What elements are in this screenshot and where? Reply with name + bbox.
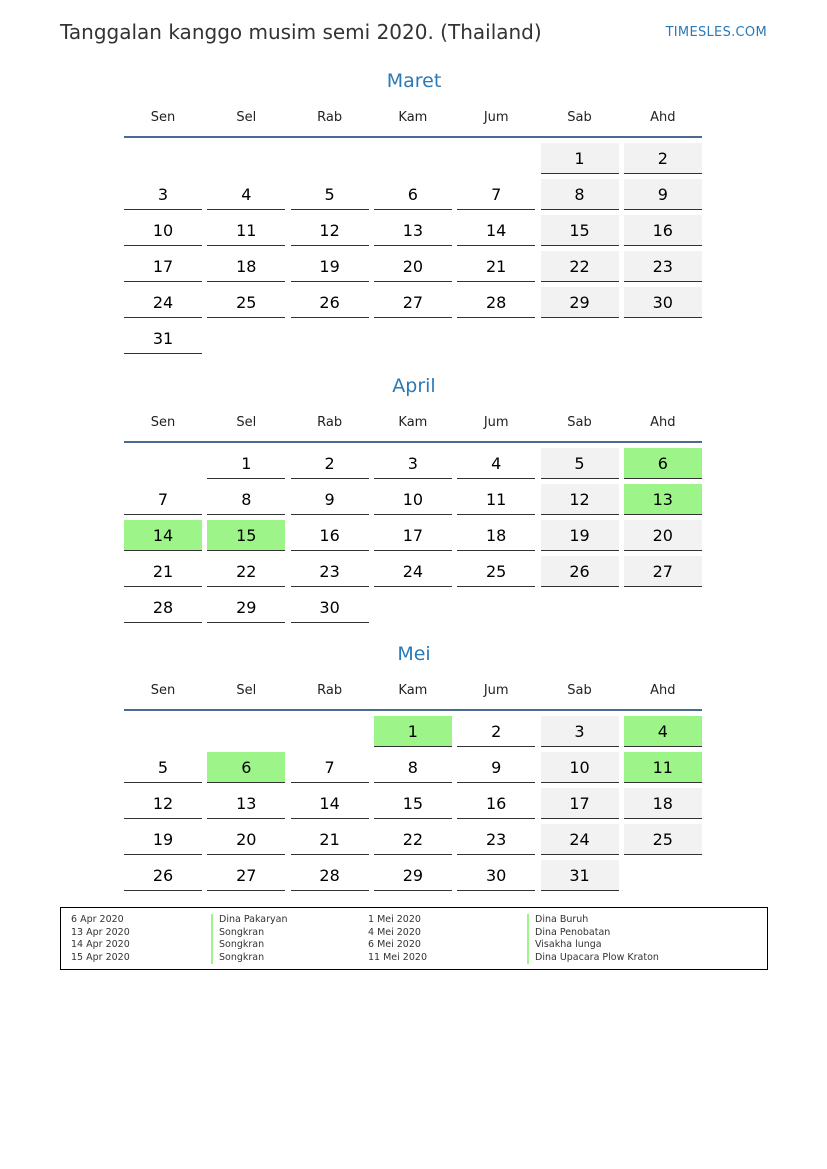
weekday-header xyxy=(124,110,704,130)
day-cell[interactable]: 3 xyxy=(124,179,202,210)
legend-date: 11 Mei 2020 xyxy=(368,951,427,963)
weekday-header xyxy=(124,683,704,703)
legend-holiday-name: Songkran xyxy=(211,952,287,965)
header-rule xyxy=(124,136,702,138)
day-cell[interactable]: 23 xyxy=(457,824,535,855)
day-cell[interactable]: 15 xyxy=(541,215,619,246)
day-cell[interactable]: 9 xyxy=(457,752,535,783)
legend-date: 1 Mei 2020 xyxy=(368,914,421,925)
weekday-label: Jum xyxy=(483,415,509,430)
day-cell[interactable]: 28 xyxy=(124,592,202,623)
weekday-label: Sel xyxy=(236,683,257,698)
day-cell[interactable]: 22 xyxy=(374,824,452,855)
day-cell[interactable]: 14 xyxy=(291,788,369,819)
weekday-label: Kam xyxy=(398,415,428,430)
weekday-label: Sel xyxy=(236,110,257,125)
weekday-label: Ahd xyxy=(650,415,676,430)
day-cell[interactable]: 9 xyxy=(291,484,369,515)
day-cell[interactable]: 17 xyxy=(374,520,452,551)
day-cell[interactable]: 18 xyxy=(207,251,285,282)
day-cell[interactable]: 14 xyxy=(457,215,535,246)
weekday-label: Rab xyxy=(317,683,343,698)
legend-holiday-name: Dina Upacara Plow Kraton xyxy=(527,952,659,965)
day-cell[interactable]: 27 xyxy=(374,287,452,318)
page-title: Tanggalan kanggo musim semi 2020. (Thailand) xyxy=(60,20,542,44)
header-rule xyxy=(124,441,702,443)
day-cell[interactable]: 2 xyxy=(624,143,702,174)
legend-holiday-name: Visakha lunga xyxy=(527,939,659,952)
weekday-label: Ahd xyxy=(650,683,676,698)
legend-holiday-name: Dina Buruh xyxy=(527,914,659,927)
header-rule xyxy=(124,709,702,711)
month-title: Maret xyxy=(386,70,442,92)
day-cell[interactable]: 10 xyxy=(374,484,452,515)
day-cell[interactable]: 16 xyxy=(624,215,702,246)
day-cell[interactable]: 21 xyxy=(124,556,202,587)
day-cell[interactable]: 25 xyxy=(457,556,535,587)
weekday-label: Jum xyxy=(483,683,509,698)
day-cell[interactable]: 25 xyxy=(207,287,285,318)
legend-right-names xyxy=(527,914,659,964)
day-cell[interactable]: 19 xyxy=(541,520,619,551)
day-cell[interactable]: 3 xyxy=(374,448,452,479)
day-cell[interactable]: 29 xyxy=(541,287,619,318)
day-cell[interactable]: 30 xyxy=(457,860,535,891)
day-cell[interactable]: 16 xyxy=(457,788,535,819)
day-cell[interactable]: 1 xyxy=(207,448,285,479)
day-cell[interactable]: 19 xyxy=(291,251,369,282)
day-cell[interactable]: 28 xyxy=(291,860,369,891)
day-cell[interactable]: 24 xyxy=(541,824,619,855)
weekday-label: Sab xyxy=(567,110,592,125)
legend-holiday-name: Songkran xyxy=(211,927,287,940)
legend-holiday-name: Dina Pakaryan xyxy=(211,914,287,927)
day-cell[interactable]: 4 xyxy=(207,179,285,210)
day-cell[interactable]: 11 xyxy=(207,215,285,246)
day-cell[interactable]: 18 xyxy=(457,520,535,551)
day-cell[interactable]: 24 xyxy=(374,556,452,587)
day-cell[interactable]: 19 xyxy=(124,824,202,855)
day-cell[interactable]: 29 xyxy=(207,592,285,623)
day-cell[interactable]: 21 xyxy=(457,251,535,282)
day-cell[interactable]: 15 xyxy=(374,788,452,819)
legend-date: 15 Apr 2020 xyxy=(71,951,130,963)
brand-logo[interactable]: TIMESLES.COM xyxy=(665,25,767,40)
holiday-day-cell[interactable]: 13 xyxy=(624,484,702,515)
day-cell[interactable]: 31 xyxy=(124,323,202,354)
day-cell[interactable]: 22 xyxy=(207,556,285,587)
weekday-label: Kam xyxy=(398,683,428,698)
day-cell[interactable]: 11 xyxy=(457,484,535,515)
legend-left-names xyxy=(211,914,287,964)
day-cell[interactable]: 31 xyxy=(541,860,619,891)
day-cell[interactable]: 30 xyxy=(291,592,369,623)
month-title: April xyxy=(392,375,436,397)
day-cell[interactable]: 26 xyxy=(291,287,369,318)
day-cell[interactable]: 10 xyxy=(541,752,619,783)
day-cell[interactable]: 8 xyxy=(541,179,619,210)
day-cell[interactable]: 17 xyxy=(124,251,202,282)
day-cell[interactable]: 13 xyxy=(374,215,452,246)
weekday-label: Sel xyxy=(236,415,257,430)
day-cell[interactable]: 30 xyxy=(624,287,702,318)
day-cell[interactable]: 26 xyxy=(541,556,619,587)
legend-holiday-name: Dina Penobatan xyxy=(527,927,659,940)
weekday-label: Sen xyxy=(150,110,176,125)
day-cell[interactable]: 8 xyxy=(207,484,285,515)
holiday-day-cell[interactable]: 14 xyxy=(124,520,202,551)
legend-date: 6 Mei 2020 xyxy=(368,939,421,950)
weekday-label: Rab xyxy=(317,415,343,430)
legend-date: 13 Apr 2020 xyxy=(71,926,130,938)
day-cell[interactable]: 5 xyxy=(124,752,202,783)
day-cell[interactable]: 9 xyxy=(624,179,702,210)
day-cell[interactable]: 20 xyxy=(624,520,702,551)
holiday-day-cell[interactable]: 1 xyxy=(374,716,452,747)
day-cell[interactable]: 27 xyxy=(207,860,285,891)
weekday-label: Sab xyxy=(567,683,592,698)
day-cell[interactable]: 25 xyxy=(624,824,702,855)
holiday-day-cell[interactable]: 4 xyxy=(624,716,702,747)
day-cell[interactable]: 16 xyxy=(291,520,369,551)
day-cell[interactable]: 5 xyxy=(291,179,369,210)
holiday-day-cell[interactable]: 11 xyxy=(624,752,702,783)
day-cell[interactable]: 12 xyxy=(541,484,619,515)
day-cell[interactable]: 7 xyxy=(124,484,202,515)
legend-right-dates xyxy=(368,914,427,964)
holiday-day-cell[interactable]: 6 xyxy=(624,448,702,479)
day-cell[interactable]: 27 xyxy=(624,556,702,587)
legend-left-dates xyxy=(71,914,130,964)
day-cell[interactable]: 29 xyxy=(374,860,452,891)
legend-date: 6 Apr 2020 xyxy=(71,914,124,925)
day-cell[interactable]: 12 xyxy=(291,215,369,246)
day-cell[interactable]: 17 xyxy=(541,788,619,819)
day-cell[interactable]: 20 xyxy=(207,824,285,855)
weekday-label: Sab xyxy=(567,415,592,430)
weekday-label: Jum xyxy=(483,110,509,125)
day-cell[interactable]: 8 xyxy=(374,752,452,783)
day-cell[interactable]: 18 xyxy=(624,788,702,819)
day-cell[interactable]: 3 xyxy=(541,716,619,747)
day-cell[interactable]: 2 xyxy=(291,448,369,479)
day-cell[interactable]: 23 xyxy=(291,556,369,587)
weekday-label: Rab xyxy=(317,110,343,125)
day-cell[interactable]: 6 xyxy=(374,179,452,210)
weekday-label: Ahd xyxy=(650,110,676,125)
weekday-label: Kam xyxy=(398,110,428,125)
weekday-header xyxy=(124,415,704,435)
day-cell[interactable]: 21 xyxy=(291,824,369,855)
day-cell[interactable]: 2 xyxy=(457,716,535,747)
day-cell[interactable]: 24 xyxy=(124,287,202,318)
weekday-label: Sen xyxy=(150,415,176,430)
day-cell[interactable]: 12 xyxy=(124,788,202,819)
day-cell[interactable]: 28 xyxy=(457,287,535,318)
holiday-day-cell[interactable]: 15 xyxy=(207,520,285,551)
day-cell[interactable]: 22 xyxy=(541,251,619,282)
month-title: Mei xyxy=(397,643,431,665)
day-cell[interactable]: 7 xyxy=(291,752,369,783)
legend-holiday-name: Songkran xyxy=(211,939,287,952)
day-cell[interactable]: 1 xyxy=(541,143,619,174)
holiday-day-cell[interactable]: 6 xyxy=(207,752,285,783)
day-cell[interactable]: 7 xyxy=(457,179,535,210)
day-cell[interactable]: 23 xyxy=(624,251,702,282)
day-cell[interactable]: 5 xyxy=(541,448,619,479)
day-cell[interactable]: 10 xyxy=(124,215,202,246)
holiday-legend xyxy=(60,907,768,970)
day-cell[interactable]: 4 xyxy=(457,448,535,479)
legend-date: 4 Mei 2020 xyxy=(368,926,421,938)
day-cell[interactable]: 13 xyxy=(207,788,285,819)
day-cell[interactable]: 20 xyxy=(374,251,452,282)
weekday-label: Sen xyxy=(150,683,176,698)
day-cell[interactable]: 26 xyxy=(124,860,202,891)
legend-date: 14 Apr 2020 xyxy=(71,939,130,950)
